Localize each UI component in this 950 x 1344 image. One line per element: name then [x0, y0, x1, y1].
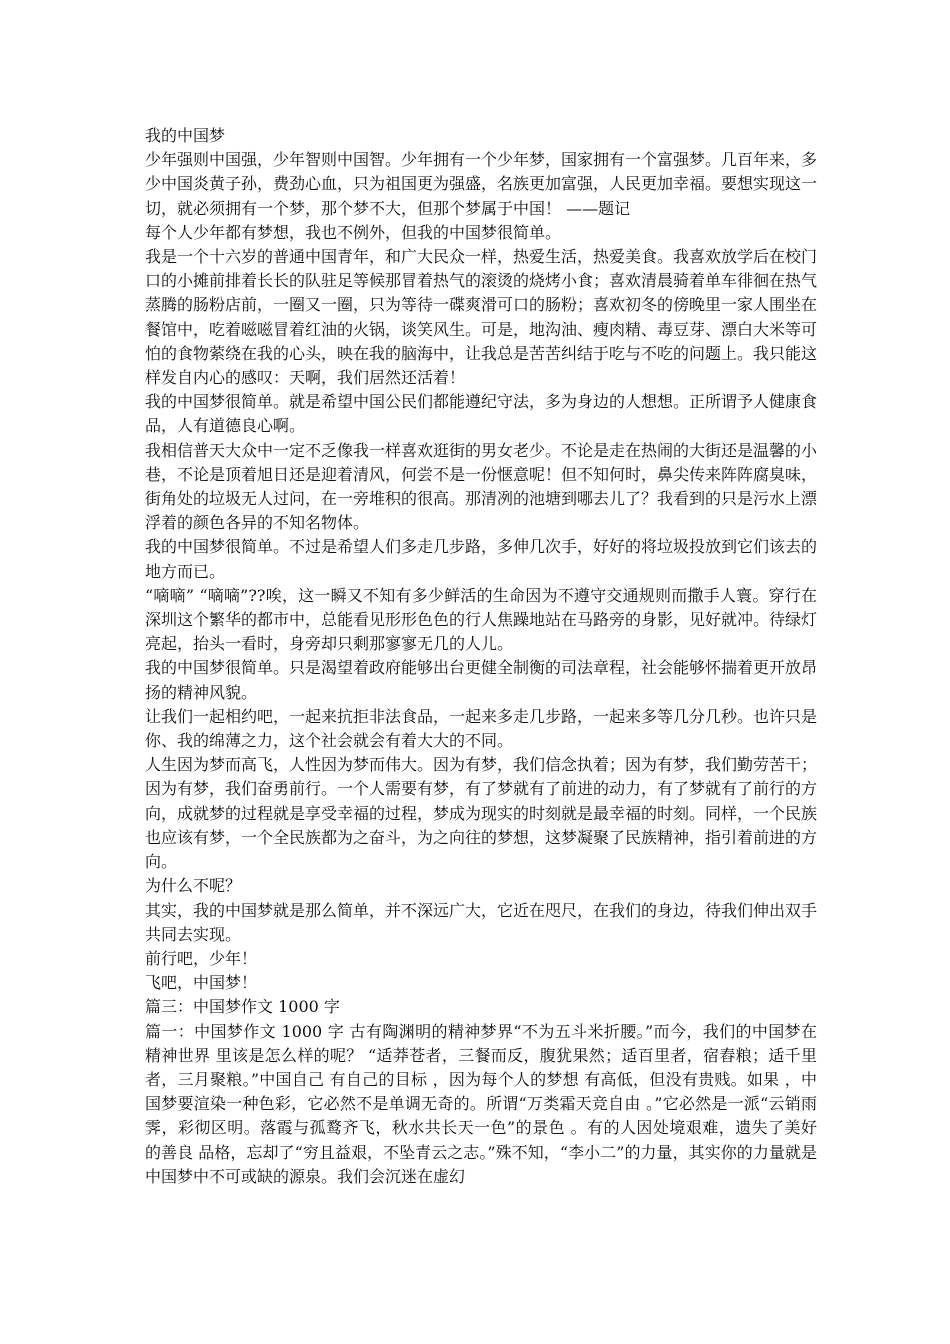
document-body [145, 124, 817, 1189]
section-heading: 篇三：中国梦作文 1000 字 [145, 997, 340, 1017]
paragraph: 人生因为梦而高飞，人性因为梦而伟大。因为有梦，我们信念执着；因为有梦，我们勤劳苦干；因为有梦，我们奋勇前行。一个人需要有梦，有了梦就有了前进的动力，有了梦就有了前行的方向，成就梦的过程就是享受幸福的过程，梦成为现实的时刻就是最幸福的时刻。同样，一个民族也应该有梦，一个全民族都为之奋斗，为之向往的梦想，这梦凝聚了民族精神，指引着前进的方向。 [145, 755, 818, 872]
paragraph: 为什么不呢？ [145, 876, 242, 896]
paragraph: 我的中国梦很简单。不过是希望人们多走几步路，多伸几次手，好好的将垃圾投放到它们该去的地方而已。 [145, 537, 818, 581]
paragraph: 我的中国梦很简单。只是渴望着政府能够出台更健全制衡的司法章程，社会能够怀揣着更开放昂扬的精神风貌。 [145, 658, 818, 702]
paragraph: 我相信普天大众中一定不乏像我一样喜欢逛街的男女老少。不论是走在热闹的大街还是温馨的小巷，不论是顶着旭日还是迎着清风，何尝不是一份惬意呢！但不知何时，鼻尖传来阵阵腐臭味，街角处的垃圾无人过问，在一旁堆积的很高。那清冽的池塘到哪去儿了？我看到的只是污水上漂浮着的颜色各异的不知名物体。 [145, 440, 818, 533]
paragraph: “嘀嘀” “嘀嘀”??唉，这一瞬又不知有多少鲜活的生命因为不遵守交通规则而撒手人寰。穿行在深圳这个繁华的都市中，总能看见形形色色的行人焦躁地站在马路旁的身影，见好就冲。待绿灯亮起，抬头一看时，身旁却只剩那寥寥无几的人儿。 [145, 585, 818, 654]
paragraph-epigraph: 少年强则中国强，少年智则中国智。少年拥有一个少年梦，国家拥有一个富强梦。几百年来，多少中国炎黄子孙，费劲心血，只为祖国更为强盛，名族更加富强，人民更加幸福。要想实现这一切，就必须拥有一个梦，那个梦不大，但那个梦属于中国！ ——题记 [145, 150, 818, 218]
paragraph: 飞吧，中国梦！ [145, 973, 258, 993]
paragraph: 篇一：中国梦作文 1000 字 古有陶渊明的精神梦界“不为五斗米折腰。”而今，我们的中国梦在精神世界 里该是怎么样的呢？ “适莽苍者，三餐而反，腹犹果然；适百里者，宿舂粮；适千里 者，三月聚粮。”中国自己 有自己的目标 ，因为每个人的梦想 有高低，但没有贵贱。如果 ，中国梦要渲染一种色彩，它必然不是单调无奇的。所谓“万类霜天竞自由 。”它必然是一派“云销雨霁，彩彻区明。落霞与孤鹜齐飞，秋水共长天一色”的景色 。有的人因处境艰难，遗失了美好 的善良 品格，忘却了“穷且益艰，不坠青云之志。”殊不知，“李小二”的力量，其实你的力量就是中国梦中不可或缺的源泉。我们会沉迷在虚幻 [145, 1021, 817, 1186]
paragraph: 其实，我的中国梦就是那么简单，并不深远广大，它近在咫尺，在我们的身边，待我们伸出双手共同去实现。 [145, 900, 818, 944]
paragraph: 让我们一起相约吧，一起来抗拒非法食品，一起来多走几步路，一起来多等几分几秒。也许只是你、我的绵薄之力，这个社会就会有着大大的不同。 [145, 706, 818, 751]
paragraph: 每个人少年都有梦想，我也不例外，但我的中国梦很简单。 [145, 222, 562, 242]
paragraph: 前行吧，少年！ [145, 948, 258, 968]
paragraph: 我的中国梦很简单。就是希望中国公民们都能遵纪守法，多为身边的人想想。正所谓予人健康食品，人有道德良心啊。 [145, 392, 818, 436]
document-title: 我的中国梦 [145, 126, 226, 145]
paragraph: 我是一个十六岁的普通中国青年，和广大民众一样，热爱生活，热爱美食。我喜欢放学后在校门口的小摊前排着长长的队驻足等候那冒着热气的滚烫的烧烤小食；喜欢清晨骑着单车徘徊在热气蒸腾的肠粉店前，一圈又一圈，只为等待一碟爽滑可口的肠粉；喜欢初冬的傍晚里一家人围坐在餐馆中，吃着嗞嗞冒着红油的火锅，谈笑风生。可是，地沟油、瘦肉精、毒豆芽、漂白大米等可怕的食物萦绕在我的心头，映在我的脑海中，让我总是苦苦纠结于吃与不吃的问题上。我只能这样发自内心的感叹：天啊，我们居然还活着！ [145, 247, 818, 388]
